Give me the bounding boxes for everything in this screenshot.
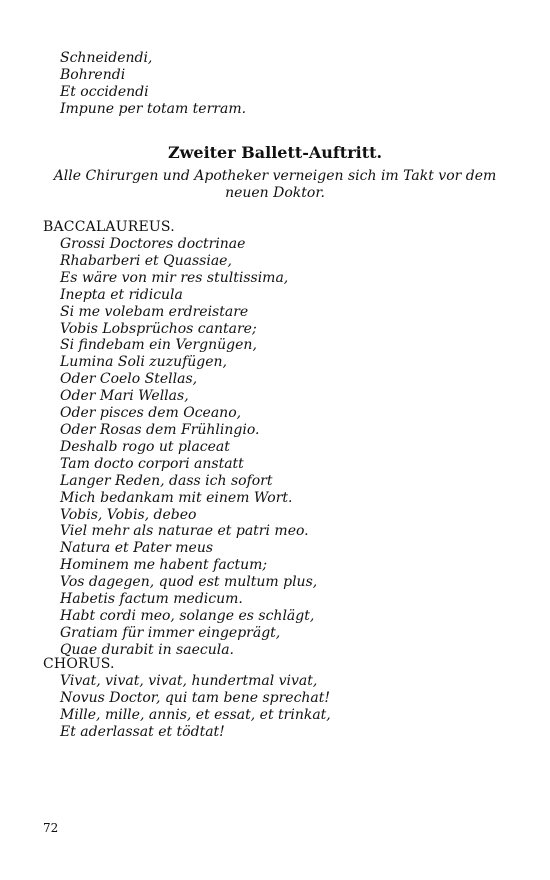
verse-line: Si me volebam erdreistare (60, 303, 249, 320)
verse-line: Viel mehr als naturae et patri meo. (60, 523, 309, 540)
verse-line: Habetis factum medicum. (60, 591, 243, 608)
verse-line: Et occidendi (60, 83, 149, 100)
verse-line: Si findebam ein Vergnügen, (60, 337, 257, 354)
verse-line: Vobis, Vobis, debeo (60, 506, 197, 523)
verse-line: Langer Reden, dass ich sofort (60, 472, 273, 489)
verse-line: Gratiam für immer eingeprägt, (60, 624, 281, 641)
verse-line: Quae durabit in saecula. (60, 641, 235, 658)
verse-line: Mille, mille, annis, et essat, et trinkat, (60, 706, 331, 723)
verse-line: Bohrendi (60, 66, 126, 83)
speaker-chorus: CHORUS. (43, 656, 115, 672)
baccalaureus-speech (60, 236, 530, 659)
verse-line: Tam docto corpori anstatt (60, 455, 244, 472)
verse-line: Impune per totam terram. (60, 100, 247, 117)
verse-line: Habt cordi meo, solange es schlägt, (60, 607, 315, 624)
verse-line: Lumina Soli zuzufügen, (60, 354, 228, 371)
verse-line: Oder Rosas dem Frühlingio. (60, 421, 260, 438)
page-number: 72 (43, 821, 59, 835)
opening-verse (60, 50, 530, 118)
verse-line: Vobis Lobsprüchos cantare; (60, 320, 257, 337)
speaker-baccalaureus: BACCALAUREUS. (43, 219, 175, 235)
stage-direction: Alle Chirurgen und Apotheker verneigen sich im Takt vor dem neuen Doktor. (53, 168, 497, 201)
verse-line: Oder Coelo Stellas, (60, 371, 198, 388)
verse-line: Natura et Pater meus (60, 540, 214, 557)
verse-line: Et aderlassat et tödtat! (60, 723, 225, 740)
verse-line: Schneidendi, (60, 50, 153, 66)
verse-line: Mich bedankam mit einem Wort. (60, 489, 293, 506)
verse-line: Rhabarberi et Quassiae, (60, 252, 232, 269)
verse-line: Novus Doctor, qui tam bene sprechat! (60, 689, 331, 706)
verse-line: Oder Mari Wellas, (60, 388, 189, 405)
chorus-speech (60, 673, 530, 741)
verse-line: Hominem me habent factum; (60, 557, 268, 574)
verse-line: Es wäre von mir res stultissima, (60, 269, 289, 286)
verse-line: Oder pisces dem Oceano, (60, 405, 242, 422)
section-heading: Zweiter Ballett-Auftritt. (167, 143, 383, 162)
verse-line: Deshalb rogo ut placeat (60, 438, 230, 455)
verse-line: Grossi Doctores doctrinae (60, 236, 246, 252)
verse-line: Inepta et ridicula (60, 286, 183, 303)
verse-line: Vivat, vivat, vivat, hundertmal vivat, (60, 673, 318, 689)
verse-line: Vos dagegen, quod est multum plus, (60, 574, 318, 591)
